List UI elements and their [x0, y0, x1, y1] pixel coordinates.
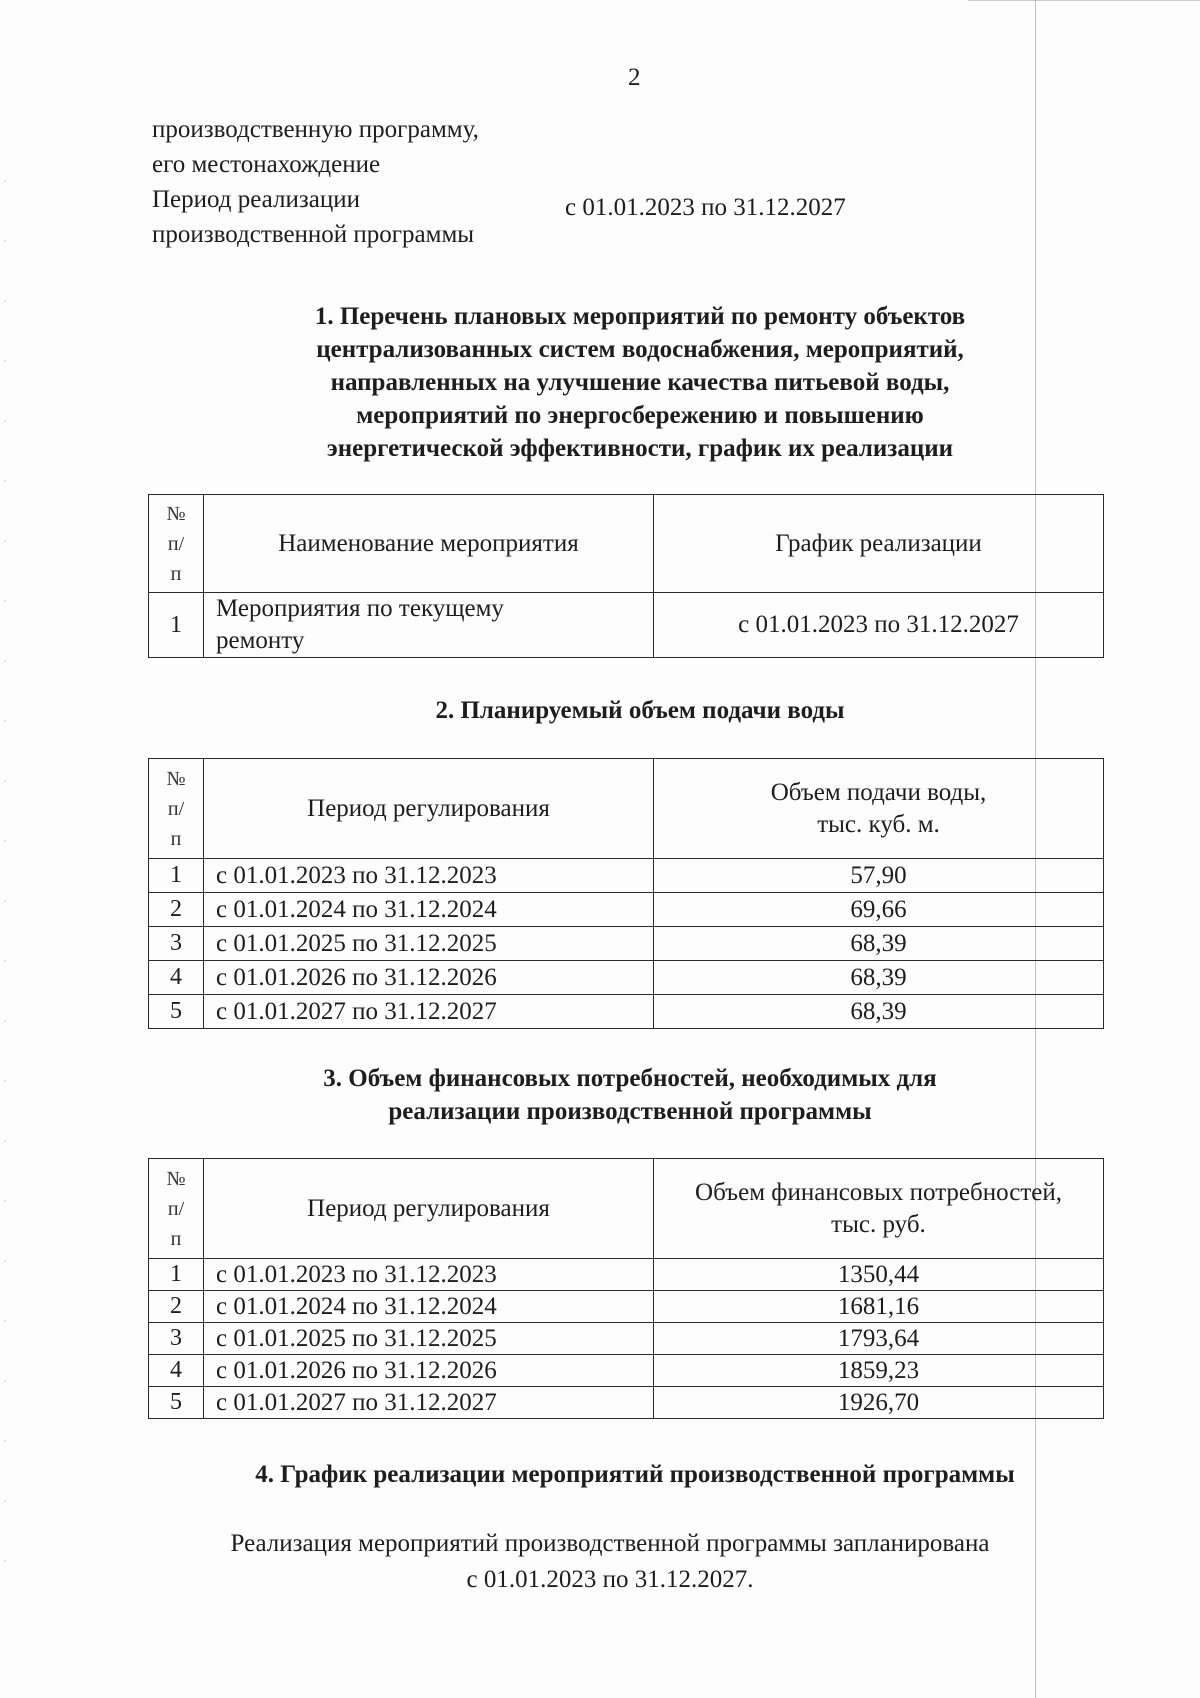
row-value: 1350,44 — [654, 1259, 1104, 1291]
row-number: 4 — [149, 1355, 204, 1387]
row-value: 1859,23 — [654, 1355, 1104, 1387]
section4-title: 4. График реализации мероприятий производственной программы — [255, 1461, 1015, 1488]
table-row — [149, 1387, 1104, 1419]
closing-paragraph — [150, 1526, 1070, 1598]
header-line: производственной программы — [152, 221, 475, 248]
row-number: 2 — [149, 893, 204, 927]
table-row — [149, 995, 1104, 1029]
section1-title — [220, 300, 1060, 465]
table-header-row — [149, 1159, 1104, 1259]
page-number: 2 — [628, 64, 641, 91]
row-number: 3 — [149, 1323, 204, 1355]
event-name-column-header: Наименование мероприятия — [204, 495, 654, 593]
section1-title-line: централизованных систем водоснабжения, мероприятий, — [316, 336, 964, 363]
row-number: 4 — [149, 961, 204, 995]
table-row — [149, 961, 1104, 995]
event-name: Мероприятия по текущему ремонту — [204, 593, 654, 658]
row-period: с 01.01.2026 по 31.12.2026 — [204, 961, 654, 995]
section2-title: 2. Планируемый объем подачи воды — [435, 697, 845, 724]
header-line: Период реализации — [152, 186, 360, 213]
row-value: 69,66 — [654, 893, 1104, 927]
closing-line: с 01.01.2023 по 31.12.2027. — [466, 1566, 754, 1593]
period-column-header: Период регулирования — [204, 759, 654, 859]
header-block — [152, 112, 1012, 252]
row-number: 1 — [149, 1259, 204, 1291]
row-number: 2 — [149, 1291, 204, 1323]
section1-title-line: энергетической эффективности, график их реализации — [326, 435, 954, 462]
period-column-header: Период регулирования — [204, 1159, 654, 1259]
table-row — [149, 859, 1104, 893]
row-period: с 01.01.2027 по 31.12.2027 — [204, 995, 654, 1029]
num-column-header: № п/ п — [149, 495, 204, 593]
table-header-row — [149, 495, 1104, 593]
table-row — [149, 593, 1104, 658]
row-value: 68,39 — [654, 961, 1104, 995]
section2-table — [148, 758, 1104, 1029]
section1-title-line: направленных на улучшение качества питьевой воды, — [330, 369, 950, 396]
row-number: 1 — [149, 859, 204, 893]
row-value: 1926,70 — [654, 1387, 1104, 1419]
water-volume-column-header: Объем подачи воды, тыс. куб. м. — [654, 759, 1104, 859]
row-period: с 01.01.2023 по 31.12.2023 — [204, 1259, 654, 1291]
section1-title-line: 1. Перечень плановых мероприятий по ремонту объектов — [314, 303, 966, 330]
table-row — [149, 893, 1104, 927]
row-number: 3 — [149, 927, 204, 961]
row-period: с 01.01.2027 по 31.12.2027 — [204, 1387, 654, 1419]
table-row — [149, 1323, 1104, 1355]
row-value: 57,90 — [654, 859, 1104, 893]
section1-table — [148, 494, 1104, 658]
section3-title — [200, 1062, 1060, 1128]
row-period: с 01.01.2024 по 31.12.2024 — [204, 893, 654, 927]
row-value: 68,39 — [654, 927, 1104, 961]
row-period: с 01.01.2024 по 31.12.2024 — [204, 1291, 654, 1323]
row-number: 5 — [149, 995, 204, 1029]
header-line: производственную программу, — [152, 116, 479, 143]
row-period: с 01.01.2026 по 31.12.2026 — [204, 1355, 654, 1387]
section1-title-line: мероприятий по энергосбережению и повышению — [356, 402, 924, 429]
section3-title-line: 3. Объем финансовых потребностей, необходимых для — [323, 1065, 937, 1092]
table-row — [149, 1259, 1104, 1291]
table-row — [149, 927, 1104, 961]
row-period: с 01.01.2025 по 31.12.2025 — [204, 1323, 654, 1355]
section3-table — [148, 1158, 1104, 1419]
section3-title-line: реализации производственной программы — [388, 1098, 872, 1125]
schedule-column-header: График реализации — [654, 495, 1104, 593]
row-period: с 01.01.2023 по 31.12.2023 — [204, 859, 654, 893]
row-number: 5 — [149, 1387, 204, 1419]
row-period: с 01.01.2025 по 31.12.2025 — [204, 927, 654, 961]
financial-needs-column-header: Объем финансовых потребностей, тыс. руб. — [654, 1159, 1104, 1259]
row-value: 1793,64 — [654, 1323, 1104, 1355]
header-period-value: с 01.01.2023 по 31.12.2027 — [565, 194, 846, 221]
event-schedule: с 01.01.2023 по 31.12.2027 — [654, 593, 1104, 658]
table-header-row — [149, 759, 1104, 859]
row-value: 68,39 — [654, 995, 1104, 1029]
num-column-header: № п/ п — [149, 759, 204, 859]
row-number: 1 — [149, 593, 204, 658]
closing-line: Реализация мероприятий производственной программы запланирована — [230, 1530, 990, 1557]
table-row — [149, 1291, 1104, 1323]
table-row — [149, 1355, 1104, 1387]
row-value: 1681,16 — [654, 1291, 1104, 1323]
scan-artifact-top — [968, 0, 1200, 1]
scan-artifact-left — [4, 180, 6, 1580]
num-column-header: № п/ п — [149, 1159, 204, 1259]
header-line: его местонахождение — [152, 151, 381, 178]
